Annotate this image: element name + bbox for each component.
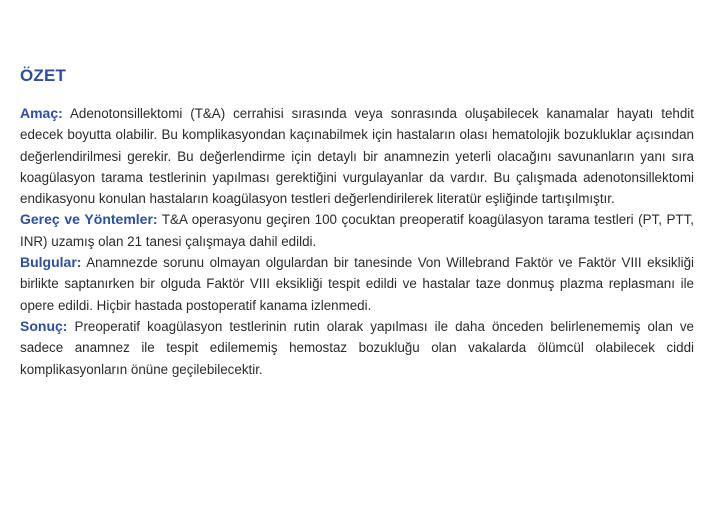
section-gerec-yontemler [20, 209, 694, 252]
section-sonuc [20, 316, 694, 380]
abstract-heading: ÖZET [20, 66, 67, 85]
section-amac-text: Adenotonsillektomi (T&A) cerrahisi sırasında veya sonrasında oluşabilecek kanamalar hayatı tehdit edecek boyutta olabilir. Bu komplikasyondan kaçınabilmek için hastaların olası hematolojik bozukluklar açısından değerlendirilmesi gerekir. Bu değerlendirme için detaylı bir anamnezin yeterli olacağını savunanların yanı sıra koagülasyon tarama testlerinin yapılması gerektiğini vurgulayanlar da vardır. Bu çalışmada adenotonsillektomi endikasyonu konulan hastaların koagülasyon testleri değerlendirilerek literatür eşliğinde tartışılmıştır. [20, 106, 694, 207]
section-bulgular-text: Anamnezde sorunu olmayan olgulardan bir tanesinde Von Willebrand Faktör ve Faktör VIII eksikliği birlikte saptanırken bir olguda Faktör VIII eksikliği tespit edildi ve hastalar taze donmuş plazma replasmanı ile opere edildi. Hiçbir hastada postoperatif kanama izlenmedi. [20, 255, 694, 313]
section-sonuc-text: Preoperatif koagülasyon testlerinin rutin olarak yapılması ile daha önceden belirlenememiş olan ve sadece anamnez ile tespit edilememiş hemostaz bozukluğu olan vakalarda ölümcül olabilecek ciddi komplikasyonların önüne geçilebilecektir. [20, 318, 694, 377]
abstract-body [20, 103, 694, 380]
section-amac-label: Amaç: [20, 105, 63, 121]
section-bulgular-label: Bulgular: [20, 254, 82, 271]
section-gerec-yontemler-label: Gereç ve Yöntemler: [20, 211, 158, 228]
section-bulgular [20, 252, 694, 316]
section-sonuc-label: Sonuç: [20, 317, 68, 334]
section-amac [20, 103, 694, 209]
section-gerec-yontemler-text: T&A operasyonu geçiren 100 çocuktan preoperatif koagülasyon tarama testleri (PT, PTT, INR) uzamış olan 21 tanesi çalışmaya dahil edildi. [20, 212, 695, 249]
